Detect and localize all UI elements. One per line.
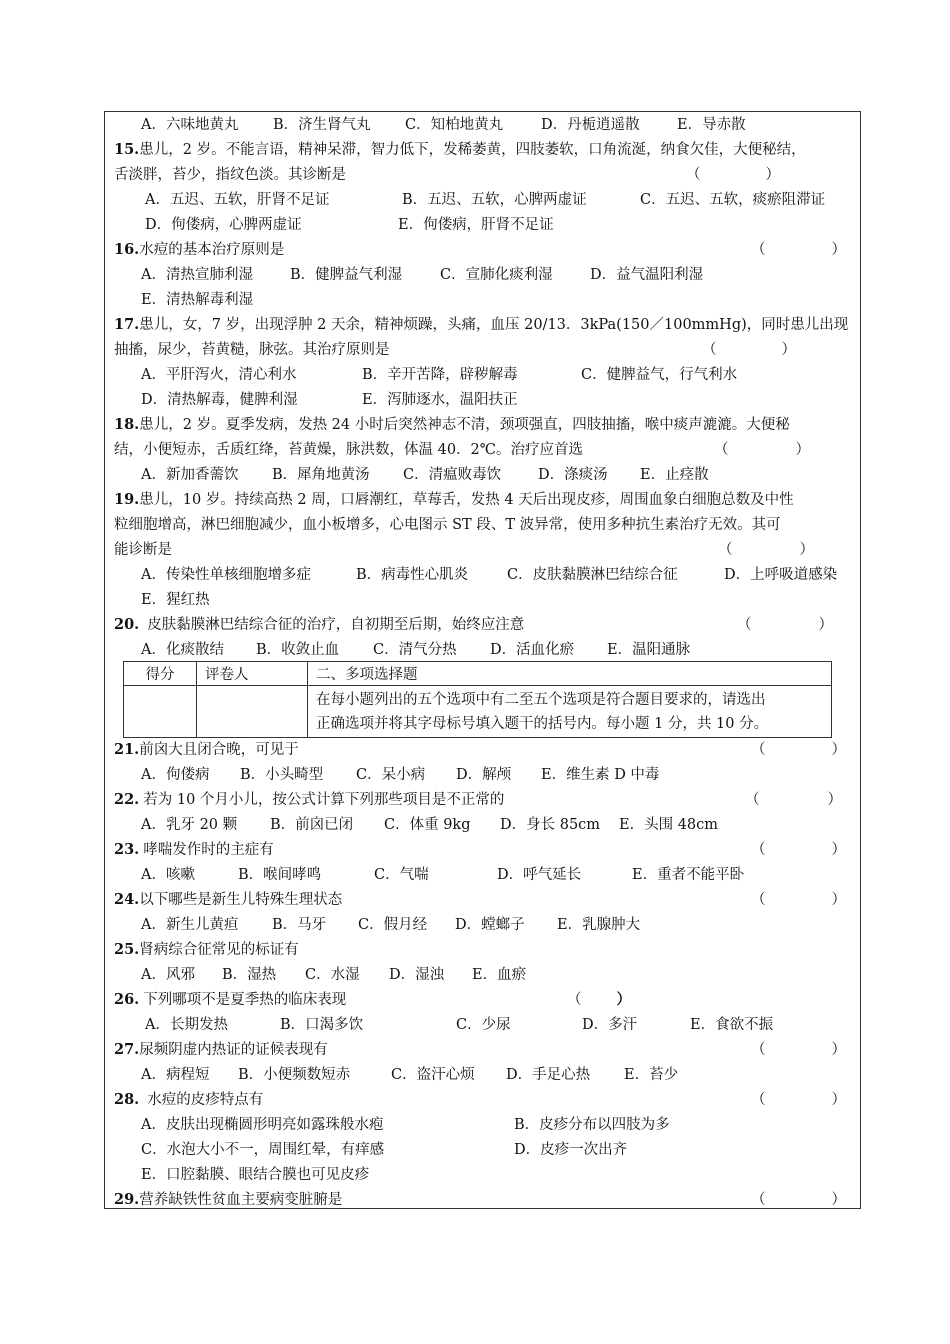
question-text: 若为 10 个月小儿，按公式计算下列那些项目是不正常的: [143, 792, 505, 808]
option[interactable]: E．血瘀: [472, 967, 527, 983]
question-text: 下列哪项不是夏季热的临床表现: [143, 992, 347, 1008]
option[interactable]: A．咳嗽: [141, 867, 195, 883]
option[interactable]: E．苔少: [624, 1067, 679, 1083]
option[interactable]: D．涤痰汤: [538, 467, 608, 483]
option[interactable]: D．益气温阳利湿: [590, 267, 704, 283]
option[interactable]: B．喉间哮鸣: [238, 867, 322, 883]
option[interactable]: D．解颅: [456, 767, 512, 783]
option[interactable]: B．收敛止血: [256, 642, 340, 658]
option[interactable]: B．湿热: [222, 967, 277, 983]
score-table: [123, 661, 832, 738]
question-number: 26.: [114, 991, 140, 1008]
question-number: 27.: [114, 1041, 140, 1058]
option[interactable]: D．湿浊: [389, 967, 445, 983]
option[interactable]: E．头围 48cm: [619, 817, 719, 833]
option[interactable]: C．清瘟败毒饮: [403, 467, 502, 483]
option[interactable]: B．小头畸型: [240, 767, 324, 783]
option[interactable]: A．新加香薷饮: [141, 467, 239, 483]
option[interactable]: D．螳螂子: [455, 917, 525, 933]
instruction-line: 正确选项并将其字母标号填入题干的括号内。每小题 1 分，共 10 分。: [316, 715, 769, 732]
question-text: 粒细胞增高，淋巴细胞减少，血小板增多，心电图示 ST 段、T 波异常，使用多种抗生素治疗无效。其可: [114, 517, 781, 533]
option[interactable]: A．五迟、五软，肝肾不足证: [145, 192, 330, 208]
question-text: 水痘的基本治疗原则是: [139, 242, 285, 258]
option[interactable]: B．马牙: [272, 917, 327, 933]
question-text: 尿频阴虚内热证的证候表现有: [139, 1042, 328, 1058]
question-number: 23.: [114, 841, 140, 858]
section-title: 二、多项选择题: [308, 662, 832, 686]
option[interactable]: C．盗汗心烦: [391, 1067, 475, 1083]
option[interactable]: C．五迟、五软，痰瘀阻滞证: [640, 192, 826, 208]
option[interactable]: B．辛开苦降，辟秽解毒: [362, 367, 518, 383]
option[interactable]: E．温阳通脉: [607, 642, 691, 658]
option[interactable]: B．济生肾气丸: [273, 117, 371, 133]
option[interactable]: E．清热解毒利湿: [141, 292, 254, 308]
option[interactable]: C．体重 9kg: [384, 817, 471, 833]
option[interactable]: C．清气分热: [373, 642, 457, 658]
question-text: 营养缺铁性贫血主要病变脏腑是: [139, 1192, 343, 1208]
instruction-line: 在每小题列出的五个选项中有二至五个选项是符合题目要求的，请选出: [316, 691, 766, 708]
question-text: 患儿，2 岁。夏季发病，发热 24 小时后突然神志不清，颈项强直，四肢抽搐，喉中痰声漉漉。大便秘: [139, 417, 790, 433]
option[interactable]: B．五迟、五软，心脾两虚证: [402, 192, 587, 208]
option[interactable]: E．维生素 D 中毒: [541, 767, 660, 783]
option[interactable]: E．止痉散: [640, 467, 709, 483]
option[interactable]: E．食欲不振: [690, 1017, 774, 1033]
option[interactable]: B．健脾益气利湿: [290, 267, 403, 283]
question-number: 24.: [114, 891, 140, 908]
option[interactable]: C．呆小病: [356, 767, 426, 783]
option[interactable]: E．泻肺逐水，温阳扶正: [362, 392, 518, 408]
option[interactable]: B．犀角地黄汤: [272, 467, 370, 483]
option[interactable]: C．健脾益气，行气利水: [581, 367, 738, 383]
option[interactable]: D．上呼吸道感染: [724, 567, 838, 583]
option[interactable]: D．呼气延长: [497, 867, 582, 883]
option[interactable]: B．前囟已闭: [270, 817, 354, 833]
option[interactable]: A．乳牙 20 颗: [141, 817, 238, 833]
option[interactable]: B．口渴多饮: [280, 1017, 364, 1033]
option[interactable]: C．水泡大小不一，周围红晕，有痒感: [141, 1142, 385, 1158]
option[interactable]: E．佝偻病，肝肾不足证: [398, 217, 554, 233]
option[interactable]: D．佝偻病，心脾两虚证: [145, 217, 302, 233]
section-instructions: [308, 686, 832, 738]
question-number: 17.: [114, 316, 140, 333]
question-number: 20.: [114, 616, 140, 633]
question-text: 抽搐，尿少，苔黄糙，脉弦。其治疗原则是: [114, 342, 390, 358]
option[interactable]: E．乳腺肿大: [557, 917, 641, 933]
question-text: 以下哪些是新生儿特殊生理状态: [139, 892, 343, 908]
question-number: 28.: [114, 1091, 140, 1108]
option[interactable]: D．活血化瘀: [490, 642, 575, 658]
option[interactable]: A．新生儿黄疸: [141, 917, 239, 933]
question-text: 患儿，女，7 岁，出现浮肿 2 天余，精神烦躁，头痛，血压 20/13．3kPa(150／100mmHg)，同时患儿出现: [139, 317, 849, 333]
question-text: 前囟大且闭合晚，可见于: [139, 742, 299, 758]
score-header: 得分: [124, 662, 197, 686]
option[interactable]: C．水湿: [305, 967, 360, 983]
option[interactable]: C．少尿: [456, 1017, 511, 1033]
grader-cell[interactable]: [197, 686, 308, 738]
option[interactable]: C．宣肺化痰利湿: [440, 267, 553, 283]
option[interactable]: A．六味地黄丸: [141, 117, 239, 133]
question-number: 25.: [114, 941, 140, 958]
option[interactable]: D．清热解毒，健脾利湿: [141, 392, 298, 408]
option[interactable]: B．小便频数短赤: [238, 1067, 351, 1083]
option[interactable]: D．丹栀逍遥散: [541, 117, 640, 133]
question-text: 水痘的皮疹特点有: [147, 1092, 264, 1108]
question-text: 患儿，2 岁。不能言语，精神呆滞，智力低下，发稀萎黄，四肢萎软，口角流涎，纳食欠佳，大便秘结，: [139, 142, 806, 158]
option[interactable]: D．多汗: [582, 1017, 638, 1033]
option[interactable]: D．皮疹一次出齐: [514, 1142, 628, 1158]
option[interactable]: A．皮肤出现椭圆形明亮如露珠般水疱: [141, 1117, 384, 1133]
option[interactable]: E．重者不能平卧: [632, 867, 745, 883]
option[interactable]: C．知柏地黄丸: [405, 117, 504, 133]
option[interactable]: E．导赤散: [677, 117, 746, 133]
option[interactable]: C．假月经: [358, 917, 428, 933]
option[interactable]: C．皮肤黏膜淋巴结综合征: [507, 567, 678, 583]
question-text: 患儿，10 岁。持续高热 2 周，口唇潮红，草莓舌，发热 4 天后出现皮疹，周围血象白细胞总数及中性: [139, 492, 794, 508]
question-text: 哮喘发作时的主症有: [143, 842, 274, 858]
question-text: 肾病综合征常见的标证有: [139, 942, 299, 958]
option[interactable]: A．平肝泻火，清心利水: [141, 367, 297, 383]
question-text: 舌淡胖，苔少，指纹色淡。其诊断是: [114, 167, 346, 183]
question-number: 29.: [114, 1191, 140, 1208]
option[interactable]: A．风邪: [141, 967, 195, 983]
option[interactable]: E．猩红热: [141, 592, 210, 608]
option[interactable]: A．传染性单核细胞增多症: [141, 567, 311, 583]
option[interactable]: A．佝偻病: [141, 767, 210, 783]
question-number: 16.: [114, 241, 140, 258]
option[interactable]: A．化痰散结: [141, 642, 224, 658]
option[interactable]: A．病程短: [141, 1067, 210, 1083]
option[interactable]: D．身长 85cm: [500, 817, 601, 833]
question-number: 15.: [114, 141, 140, 158]
option[interactable]: C．气喘: [374, 867, 429, 883]
option[interactable]: D．手足心热: [506, 1067, 591, 1083]
score-cell[interactable]: [124, 686, 197, 738]
option[interactable]: B．病毒性心肌炎: [356, 567, 469, 583]
grader-header: 评卷人: [197, 662, 308, 686]
question-number: 19.: [114, 491, 140, 508]
option[interactable]: A．清热宣肺利湿: [141, 267, 253, 283]
question-text: 皮肤黏膜淋巴结综合征的治疗，自初期至后期，始终应注意: [147, 617, 525, 633]
option[interactable]: A．长期发热: [145, 1017, 228, 1033]
question-number: 18.: [114, 416, 140, 433]
question-number: 21.: [114, 741, 140, 758]
question-text: 结，小便短赤，舌质红绛，苔黄燥，脉洪数，体温 40．2℃。治疗应首选: [114, 442, 584, 458]
option[interactable]: B．皮疹分布以四肢为多: [514, 1117, 670, 1133]
question-text: 能诊断是: [114, 542, 172, 558]
question-number: 22.: [114, 791, 140, 808]
option[interactable]: E．口腔黏膜、眼结合膜也可见皮疹: [141, 1167, 370, 1183]
